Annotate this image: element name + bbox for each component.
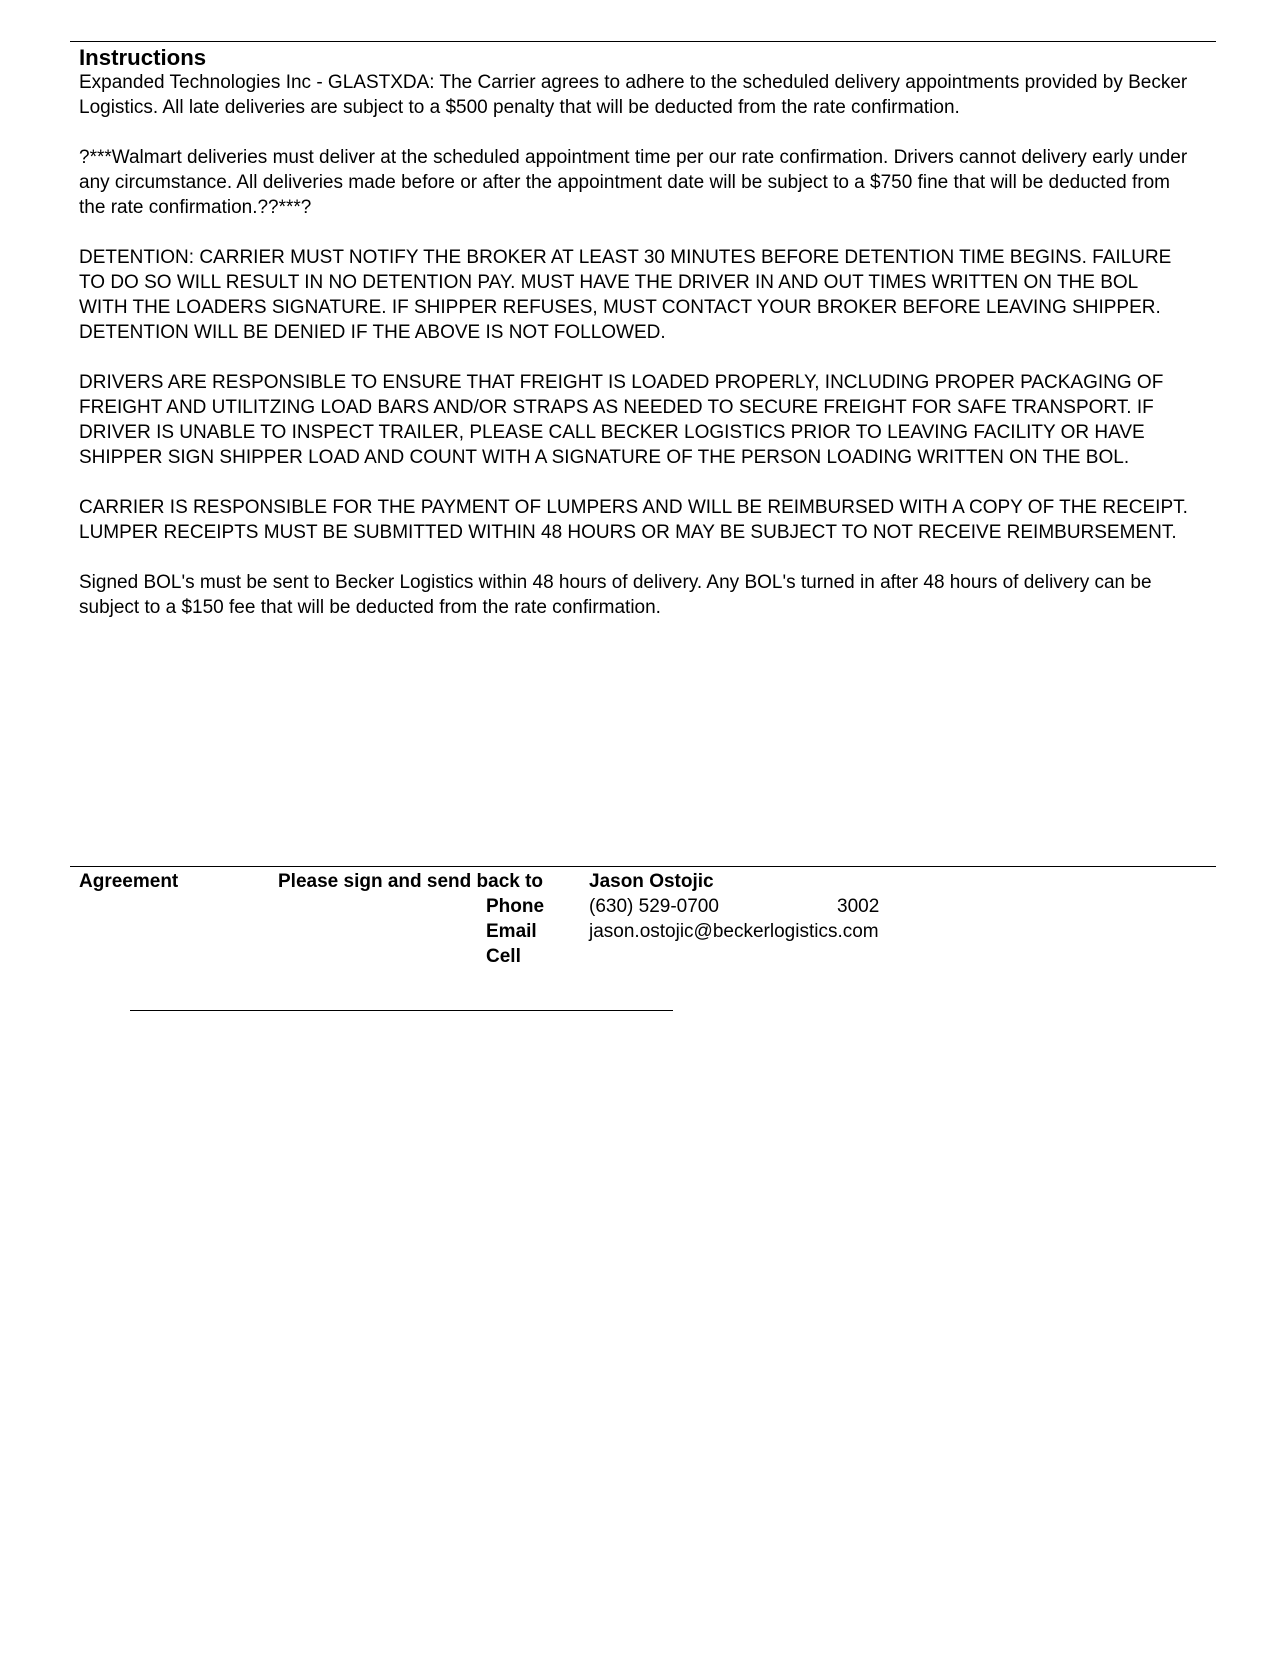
instruction-paragraph-signed-bol: Signed BOL's must be sent to Becker Logistics within 48 hours of delivery. Any BOL's turned in after 48 hours of delivery can be subject to a $150 fee that will be deducted from the rate confirmation. [79,572,1152,618]
instruction-paragraph-detention: DETENTION: CARRIER MUST NOTIFY THE BROKER AT LEAST 30 MINUTES BEFORE DETENTION TIME BEGINS. FAILURE TO DO SO WILL RESULT IN NO DETENTION PAY. MUST HAVE THE DRIVER IN AND OUT TIMES WRITTEN ON THE BOL WITH THE LOADERS SIGNATURE. IF SHIPPER REFUSES, MUST CONTACT YOUR BROKER BEFORE LEAVING SHIPPER. DETENTION WILL BE DENIED IF THE ABOVE IS NOT FOLLOWED. [79,247,1172,343]
instruction-paragraph-walmart: ?***Walmart deliveries must deliver at the scheduled appointment time per our rate confirmation. Drivers cannot delivery early under any circumstance. All deliveries made before or after the appointment date will be subject to a $750 fine that will be deducted from the rate confirmation.??***? [79,147,1188,218]
agreement-top-rule [70,866,1216,867]
sign-send-back-label: Please sign and send back to [278,871,544,892]
agreement-label: Agreement [79,871,179,892]
phone-extension: 3002 [837,896,880,917]
instruction-paragraph-freight-loading: DRIVERS ARE RESPONSIBLE TO ENSURE THAT FREIGHT IS LOADED PROPERLY, INCLUDING PROPER PACKAGING OF FREIGHT AND UTILITZING LOAD BARS AND/OR STRAPS AS NEEDED TO SECURE FREIGHT FOR SAFE TRANSPORT. IF DRIVER IS UNABLE TO INSPECT TRAILER, PLEASE CALL BECKER LOGISTICS PRIOR TO LEAVING FACILITY OR HAVE SHIPPER SIGN SHIPPER LOAD AND COUNT WITH A SIGNATURE OF THE PERSON LOADING WRITTEN ON THE BOL. [79,372,1164,468]
email-value: jason.ostojic@beckerlogistics.com [589,921,879,942]
phone-value: (630) 529-0700 [589,896,719,917]
instruction-paragraph-late-delivery: Expanded Technologies Inc - GLASTXDA: The Carrier agrees to adhere to the scheduled delivery appointments provided by Becker Logistics. All late deliveries are subject to a $500 penalty that will be deducted from the rate confirmation. [79,72,1188,118]
instructions-body [79,70,1189,645]
email-label: Email [486,921,537,942]
instructions-top-rule [70,41,1216,42]
phone-label: Phone [486,896,545,917]
contact-name: Jason Ostojic [589,871,714,892]
agreement-section [79,869,1179,979]
signature-line [130,1010,673,1011]
instruction-paragraph-lumpers: CARRIER IS RESPONSIBLE FOR THE PAYMENT OF LUMPERS AND WILL BE REIMBURSED WITH A COPY OF THE RECEIPT. LUMPER RECEIPTS MUST BE SUBMITTED WITHIN 48 HOURS OR MAY BE SUBJECT TO NOT RECEIVE REIMBURSEMENT. [79,497,1188,543]
cell-label: Cell [486,946,521,967]
instructions-heading: Instructions [79,45,207,70]
